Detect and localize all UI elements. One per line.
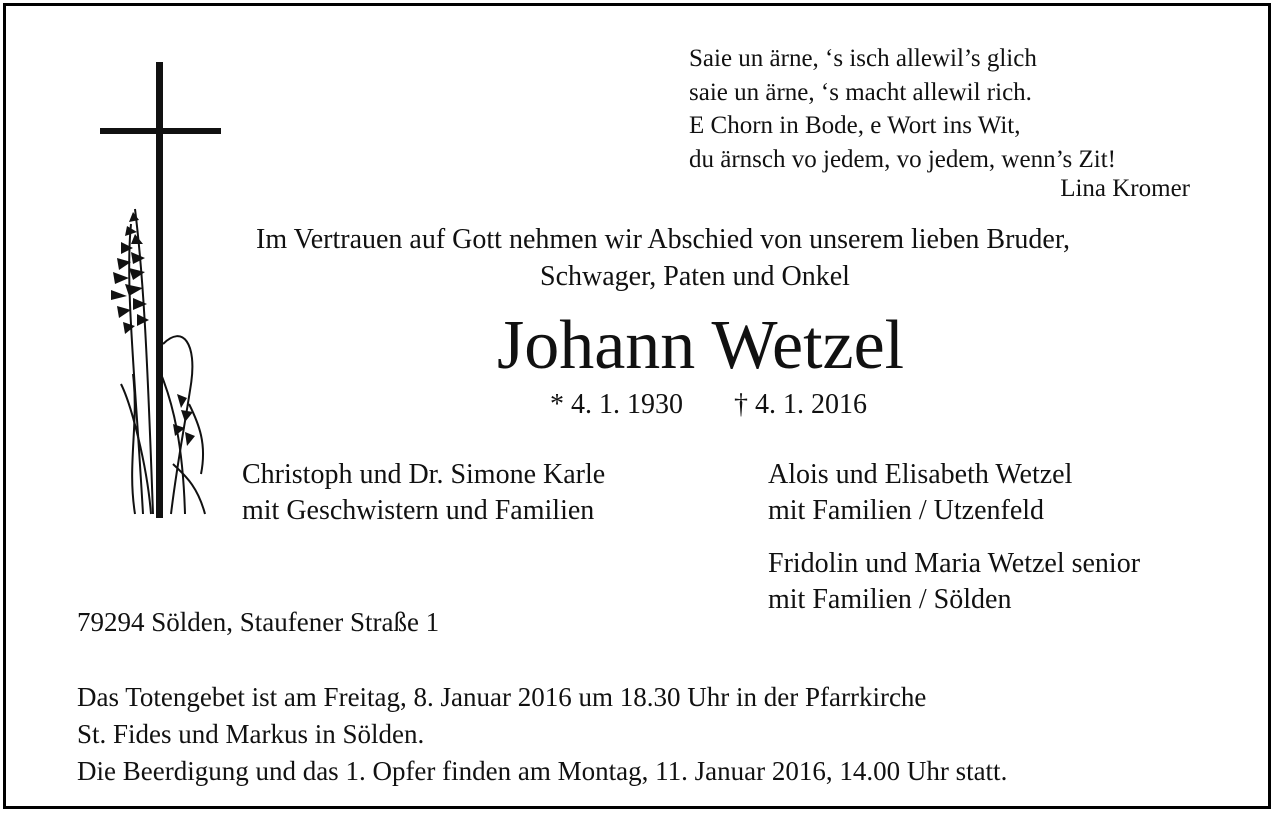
mourner-group-right-2 <box>768 546 1140 618</box>
poem <box>689 42 1116 176</box>
mourner-line: Alois und Elisabeth Wetzel <box>768 459 1073 490</box>
intro-line-2: Schwager, Paten und Onkel <box>540 261 850 292</box>
mourner-line: Christoph und Dr. Simone Karle <box>242 459 606 490</box>
mourner-line: mit Familien / Utzenfeld <box>768 495 1045 526</box>
birth-date: * 4. 1. 1930 <box>550 389 683 420</box>
deceased-name: Johann Wetzel <box>497 307 905 384</box>
address: 79294 Sölden, Staufener Straße 1 <box>77 607 440 637</box>
intro-line-1: Im Vertrauen auf Gott nehmen wir Abschied von unserem lieben Bruder, <box>256 224 1071 255</box>
notice-line: St. Fides und Markus in Sölden. <box>77 719 425 749</box>
mourner-group-right-1 <box>768 457 1072 529</box>
poem-line: E Chorn in Bode, e Wort ins Wit, <box>689 112 1021 139</box>
poem-line: Saie un ärne, ‘s isch allewil’s glich <box>689 45 1037 72</box>
mourner-line: mit Familien / Sölden <box>768 584 1012 615</box>
death-date: † 4. 1. 2016 <box>734 389 867 420</box>
funeral-notice <box>77 679 1007 790</box>
mourner-group-left <box>242 457 605 529</box>
poem-line: du ärnsch vo jedem, vo jedem, wenn’s Zit! <box>689 145 1116 173</box>
poem-author: Lina Kromer <box>1060 175 1190 202</box>
mourner-line: Fridolin und Maria Wetzel senior <box>768 548 1141 579</box>
poem-line: saie un ärne, ‘s macht allewil rich. <box>689 78 1032 106</box>
notice-line: Das Totengebet ist am Freitag, 8. Januar 2016 um 18.30 Uhr in der Pfarrkirche <box>77 682 927 712</box>
life-dates <box>550 389 867 421</box>
notice-line: Die Beerdigung und das 1. Opfer finden am Montag, 11. Januar 2016, 14.00 Uhr statt. <box>77 756 1008 786</box>
cross-with-grass-icon <box>73 44 243 530</box>
obituary-card <box>3 3 1271 809</box>
mourner-line: mit Geschwistern und Familien <box>242 495 595 526</box>
